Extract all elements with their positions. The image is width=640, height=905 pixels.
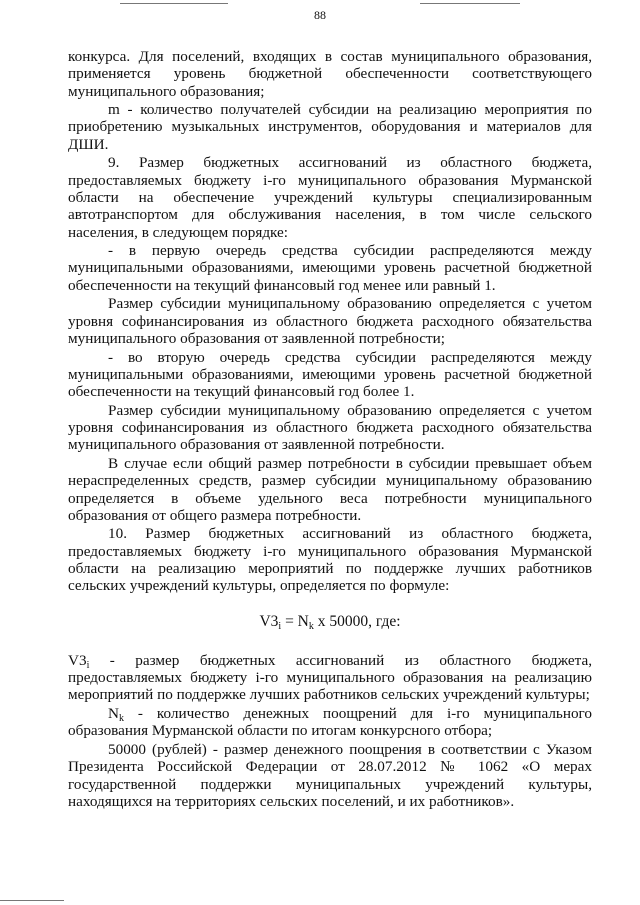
formula-lhs-subscript: i [278, 620, 282, 632]
paragraph-subsidy-size-1: Размер субсидии муниципальному образованию определяется с учетом уровня софинансирования из областного бюджета расходного обязательства муниципального образования от заявленной потребности; [68, 295, 592, 347]
page-number: 88 [314, 8, 326, 22]
scan-line-top-left [120, 3, 228, 4]
formula-lhs: V3 [259, 612, 279, 630]
definition-v3 [68, 652, 592, 704]
definition-nk-symbol: N [108, 705, 119, 723]
definition-50000: 50000 (рублей) - размер денежного поощрения в соответствии с Указом Президента Российской Федерации от 28.07.2012 № 1062 «О мерах государственной поддержки муниципальных учреждений культуры, находящихся на территориях сельских поселений, и их работников». [68, 740, 592, 810]
formula [68, 613, 592, 630]
scan-line-top-right [420, 3, 520, 4]
document-body [68, 48, 592, 811]
scan-line-bottom [0, 900, 64, 901]
paragraph-excess-demand: В случае если общий размер потребности в субсидии превышает объем нераспределенных средств, размер субсидии муниципальному образованию определяется в объеме удельного веса потребности муниципального образования от общего размера потребности. [68, 454, 592, 524]
definition-nk-text: - количество денежных поощрений для i-го муниципального образования Мурманской области по итогам конкурсного отбора; [68, 705, 592, 740]
paragraph-first-priority: - в первую очередь средства субсидии распределяются между муниципальными образованиями, имеющими уровень расчетной бюджетной обеспеченности на текущий финансовый год менее или равный 1. [68, 242, 592, 294]
definition-nk [68, 705, 592, 740]
formula-rhs: x 50000, где: [313, 612, 401, 630]
paragraph-subsidy-size-2: Размер субсидии муниципальному образованию определяется с учетом уровня софинансирования из областного бюджета расходного обязательства муниципального образования от заявленной потребности. [68, 401, 592, 454]
paragraph-m-definition: m - количество получателей субсидии на реализацию мероприятия по приобретению музыкальных инструментов, оборудования и материалов для ДШИ. [68, 101, 592, 153]
formula-mid-subscript: k [308, 620, 314, 632]
paragraph-item-9: 9. Размер бюджетных ассигнований из областного бюджета, предоставляемых бюджету i-го муниципального образования Мурманской области на обеспечение учреждений культуры специализированным автотранспортом для обслуживания населения, в том числе сельского населения, в следующем порядке: [68, 154, 592, 241]
formula-mid: = N [281, 612, 309, 630]
definition-v3-symbol: V3 [68, 651, 87, 669]
definition-nk-subscript: k [118, 713, 124, 725]
paragraph-continuation: конкурса. Для поселений, входящих в состав муниципального образования, применяется уровень бюджетной обеспеченности соответствующего муниципального образования; [68, 48, 592, 100]
paragraph-item-10: 10. Размер бюджетных ассигнований из областного бюджета, предоставляемых бюджету i-го муниципального образования Мурманской области на реализацию мероприятий по поддержке лучших работников сельских учреждений культуры, определяется по формуле: [68, 525, 592, 595]
definition-v3-subscript: i [86, 659, 90, 671]
paragraph-second-priority: - во вторую очередь средства субсидии распределяются между муниципальными образованиями, имеющими уровень расчетной бюджетной обеспеченности на текущий финансовый год более 1. [68, 348, 592, 401]
definition-v3-text: - размер бюджетных ассигнований из областного бюджета, предоставляемых бюджету i-го муниципального образования на реализацию мероприятий по поддержке лучших работников сельских учреждений культуры; [68, 651, 592, 704]
